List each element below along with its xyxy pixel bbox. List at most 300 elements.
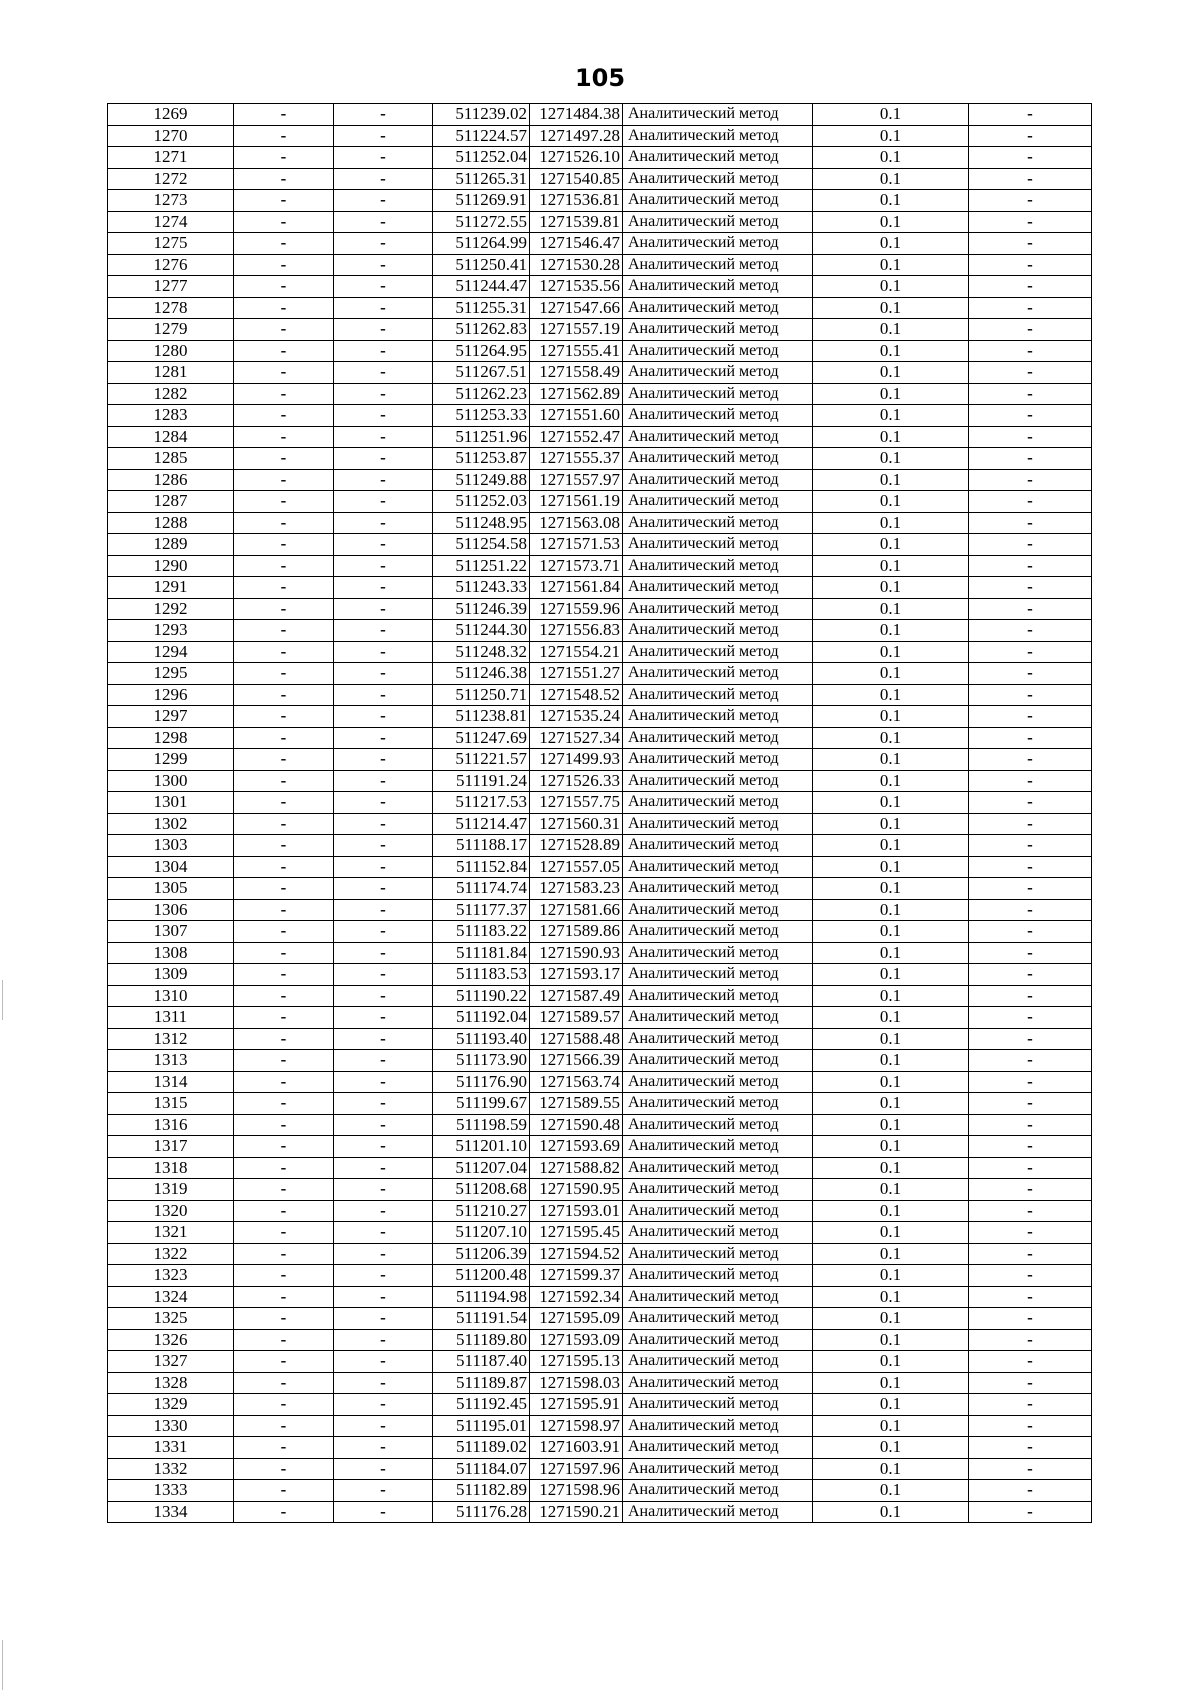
y-coordinate-cell: 1271593.01 — [530, 1200, 623, 1222]
method-cell: Аналитический метод — [623, 577, 813, 599]
col-dash-1-cell: - — [234, 1372, 334, 1394]
table-row — [108, 319, 1092, 341]
point-number-cell: 1280 — [108, 340, 234, 362]
accuracy-cell: 0.1 — [813, 641, 969, 663]
method-cell: Аналитический метод — [623, 1157, 813, 1179]
x-coordinate-cell: 511189.87 — [433, 1372, 530, 1394]
y-coordinate-cell: 1271590.48 — [530, 1114, 623, 1136]
col-dash-3-cell: - — [969, 104, 1092, 126]
y-coordinate-cell: 1271546.47 — [530, 233, 623, 255]
point-number-cell: 1306 — [108, 899, 234, 921]
method-cell: Аналитический метод — [623, 727, 813, 749]
x-coordinate-cell: 511251.96 — [433, 426, 530, 448]
method-cell: Аналитический метод — [623, 147, 813, 169]
accuracy-cell: 0.1 — [813, 319, 969, 341]
col-dash-2-cell: - — [334, 233, 433, 255]
y-coordinate-cell: 1271589.55 — [530, 1093, 623, 1115]
col-dash-1-cell: - — [234, 168, 334, 190]
point-number-cell: 1271 — [108, 147, 234, 169]
x-coordinate-cell: 511192.04 — [433, 1007, 530, 1029]
x-coordinate-cell: 511269.91 — [433, 190, 530, 212]
col-dash-2-cell: - — [334, 383, 433, 405]
table-row — [108, 297, 1092, 319]
col-dash-2-cell: - — [334, 878, 433, 900]
table-row — [108, 856, 1092, 878]
accuracy-cell: 0.1 — [813, 878, 969, 900]
table-row — [108, 1265, 1092, 1287]
table-row — [108, 1308, 1092, 1330]
y-coordinate-cell: 1271499.93 — [530, 749, 623, 771]
col-dash-3-cell: - — [969, 1114, 1092, 1136]
point-number-cell: 1333 — [108, 1480, 234, 1502]
method-cell: Аналитический метод — [623, 211, 813, 233]
col-dash-2-cell: - — [334, 276, 433, 298]
point-number-cell: 1275 — [108, 233, 234, 255]
x-coordinate-cell: 511265.31 — [433, 168, 530, 190]
col-dash-1-cell: - — [234, 448, 334, 470]
table-row — [108, 1071, 1092, 1093]
col-dash-2-cell: - — [334, 770, 433, 792]
col-dash-3-cell: - — [969, 211, 1092, 233]
point-number-cell: 1326 — [108, 1329, 234, 1351]
accuracy-cell: 0.1 — [813, 1286, 969, 1308]
col-dash-1-cell: - — [234, 254, 334, 276]
point-number-cell: 1304 — [108, 856, 234, 878]
accuracy-cell: 0.1 — [813, 1394, 969, 1416]
point-number-cell: 1290 — [108, 555, 234, 577]
method-cell: Аналитический метод — [623, 641, 813, 663]
accuracy-cell: 0.1 — [813, 598, 969, 620]
y-coordinate-cell: 1271595.45 — [530, 1222, 623, 1244]
point-number-cell: 1279 — [108, 319, 234, 341]
method-cell: Аналитический метод — [623, 1415, 813, 1437]
point-number-cell: 1269 — [108, 104, 234, 126]
point-number-cell: 1316 — [108, 1114, 234, 1136]
col-dash-2-cell: - — [334, 340, 433, 362]
table-row — [108, 426, 1092, 448]
col-dash-3-cell: - — [969, 856, 1092, 878]
table-row — [108, 1007, 1092, 1029]
accuracy-cell: 0.1 — [813, 1415, 969, 1437]
method-cell: Аналитический метод — [623, 383, 813, 405]
accuracy-cell: 0.1 — [813, 1372, 969, 1394]
col-dash-3-cell: - — [969, 555, 1092, 577]
point-number-cell: 1283 — [108, 405, 234, 427]
col-dash-2-cell: - — [334, 1437, 433, 1459]
col-dash-3-cell: - — [969, 125, 1092, 147]
y-coordinate-cell: 1271526.10 — [530, 147, 623, 169]
x-coordinate-cell: 511250.71 — [433, 684, 530, 706]
method-cell: Аналитический метод — [623, 1200, 813, 1222]
col-dash-1-cell: - — [234, 1265, 334, 1287]
method-cell: Аналитический метод — [623, 319, 813, 341]
accuracy-cell: 0.1 — [813, 1050, 969, 1072]
col-dash-1-cell: - — [234, 749, 334, 771]
point-number-cell: 1323 — [108, 1265, 234, 1287]
col-dash-2-cell: - — [334, 1071, 433, 1093]
accuracy-cell: 0.1 — [813, 813, 969, 835]
col-dash-1-cell: - — [234, 813, 334, 835]
accuracy-cell: 0.1 — [813, 985, 969, 1007]
col-dash-3-cell: - — [969, 491, 1092, 513]
table-row — [108, 749, 1092, 771]
scan-margin-mark — [2, 980, 3, 1020]
y-coordinate-cell: 1271595.91 — [530, 1394, 623, 1416]
method-cell: Аналитический метод — [623, 254, 813, 276]
point-number-cell: 1274 — [108, 211, 234, 233]
method-cell: Аналитический метод — [623, 1071, 813, 1093]
col-dash-1-cell: - — [234, 1437, 334, 1459]
accuracy-cell: 0.1 — [813, 770, 969, 792]
col-dash-1-cell: - — [234, 792, 334, 814]
col-dash-3-cell: - — [969, 254, 1092, 276]
col-dash-3-cell: - — [969, 426, 1092, 448]
point-number-cell: 1302 — [108, 813, 234, 835]
point-number-cell: 1288 — [108, 512, 234, 534]
col-dash-3-cell: - — [969, 1308, 1092, 1330]
y-coordinate-cell: 1271557.97 — [530, 469, 623, 491]
col-dash-3-cell: - — [969, 1372, 1092, 1394]
method-cell: Аналитический метод — [623, 1265, 813, 1287]
col-dash-2-cell: - — [334, 1394, 433, 1416]
col-dash-1-cell: - — [234, 1200, 334, 1222]
x-coordinate-cell: 511254.58 — [433, 534, 530, 556]
col-dash-2-cell: - — [334, 211, 433, 233]
point-number-cell: 1321 — [108, 1222, 234, 1244]
col-dash-1-cell: - — [234, 1415, 334, 1437]
col-dash-2-cell: - — [334, 985, 433, 1007]
col-dash-2-cell: - — [334, 426, 433, 448]
table-row — [108, 1458, 1092, 1480]
point-number-cell: 1325 — [108, 1308, 234, 1330]
x-coordinate-cell: 511183.53 — [433, 964, 530, 986]
col-dash-3-cell: - — [969, 878, 1092, 900]
table-row — [108, 147, 1092, 169]
table-row — [108, 233, 1092, 255]
y-coordinate-cell: 1271535.24 — [530, 706, 623, 728]
col-dash-2-cell: - — [334, 620, 433, 642]
col-dash-2-cell: - — [334, 1501, 433, 1523]
y-coordinate-cell: 1271595.13 — [530, 1351, 623, 1373]
y-coordinate-cell: 1271535.56 — [530, 276, 623, 298]
col-dash-1-cell: - — [234, 147, 334, 169]
col-dash-1-cell: - — [234, 598, 334, 620]
accuracy-cell: 0.1 — [813, 577, 969, 599]
col-dash-3-cell: - — [969, 1093, 1092, 1115]
method-cell: Аналитический метод — [623, 663, 813, 685]
col-dash-2-cell: - — [334, 1308, 433, 1330]
accuracy-cell: 0.1 — [813, 1136, 969, 1158]
col-dash-1-cell: - — [234, 1394, 334, 1416]
accuracy-cell: 0.1 — [813, 147, 969, 169]
method-cell: Аналитический метод — [623, 125, 813, 147]
table-row — [108, 276, 1092, 298]
coordinates-table — [107, 103, 1092, 1523]
x-coordinate-cell: 511207.10 — [433, 1222, 530, 1244]
table-row — [108, 469, 1092, 491]
point-number-cell: 1272 — [108, 168, 234, 190]
col-dash-1-cell: - — [234, 190, 334, 212]
accuracy-cell: 0.1 — [813, 1351, 969, 1373]
col-dash-1-cell: - — [234, 663, 334, 685]
method-cell: Аналитический метод — [623, 1437, 813, 1459]
x-coordinate-cell: 511224.57 — [433, 125, 530, 147]
method-cell: Аналитический метод — [623, 792, 813, 814]
col-dash-1-cell: - — [234, 512, 334, 534]
table-row — [108, 792, 1092, 814]
accuracy-cell: 0.1 — [813, 1179, 969, 1201]
y-coordinate-cell: 1271590.93 — [530, 942, 623, 964]
accuracy-cell: 0.1 — [813, 104, 969, 126]
y-coordinate-cell: 1271598.03 — [530, 1372, 623, 1394]
x-coordinate-cell: 511199.67 — [433, 1093, 530, 1115]
col-dash-3-cell: - — [969, 1501, 1092, 1523]
x-coordinate-cell: 511247.69 — [433, 727, 530, 749]
col-dash-3-cell: - — [969, 1437, 1092, 1459]
accuracy-cell: 0.1 — [813, 276, 969, 298]
point-number-cell: 1273 — [108, 190, 234, 212]
table-row — [108, 684, 1092, 706]
col-dash-3-cell: - — [969, 1028, 1092, 1050]
col-dash-1-cell: - — [234, 340, 334, 362]
accuracy-cell: 0.1 — [813, 749, 969, 771]
x-coordinate-cell: 511189.02 — [433, 1437, 530, 1459]
table-row — [108, 168, 1092, 190]
col-dash-3-cell: - — [969, 405, 1092, 427]
col-dash-2-cell: - — [334, 1458, 433, 1480]
y-coordinate-cell: 1271555.41 — [530, 340, 623, 362]
col-dash-1-cell: - — [234, 770, 334, 792]
x-coordinate-cell: 511182.89 — [433, 1480, 530, 1502]
col-dash-2-cell: - — [334, 362, 433, 384]
x-coordinate-cell: 511190.22 — [433, 985, 530, 1007]
y-coordinate-cell: 1271551.27 — [530, 663, 623, 685]
col-dash-1-cell: - — [234, 319, 334, 341]
col-dash-3-cell: - — [969, 1157, 1092, 1179]
col-dash-3-cell: - — [969, 319, 1092, 341]
col-dash-3-cell: - — [969, 813, 1092, 835]
col-dash-1-cell: - — [234, 1114, 334, 1136]
point-number-cell: 1300 — [108, 770, 234, 792]
method-cell: Аналитический метод — [623, 1372, 813, 1394]
col-dash-1-cell: - — [234, 297, 334, 319]
y-coordinate-cell: 1271484.38 — [530, 104, 623, 126]
point-number-cell: 1319 — [108, 1179, 234, 1201]
accuracy-cell: 0.1 — [813, 383, 969, 405]
table-row — [108, 878, 1092, 900]
y-coordinate-cell: 1271592.34 — [530, 1286, 623, 1308]
accuracy-cell: 0.1 — [813, 362, 969, 384]
col-dash-1-cell: - — [234, 577, 334, 599]
table-row — [108, 620, 1092, 642]
col-dash-2-cell: - — [334, 1050, 433, 1072]
col-dash-1-cell: - — [234, 921, 334, 943]
col-dash-3-cell: - — [969, 1480, 1092, 1502]
accuracy-cell: 0.1 — [813, 1028, 969, 1050]
y-coordinate-cell: 1271603.91 — [530, 1437, 623, 1459]
point-number-cell: 1299 — [108, 749, 234, 771]
col-dash-2-cell: - — [334, 1028, 433, 1050]
y-coordinate-cell: 1271599.37 — [530, 1265, 623, 1287]
table-row — [108, 1372, 1092, 1394]
accuracy-cell: 0.1 — [813, 233, 969, 255]
x-coordinate-cell: 511252.03 — [433, 491, 530, 513]
method-cell: Аналитический метод — [623, 1243, 813, 1265]
point-number-cell: 1330 — [108, 1415, 234, 1437]
x-coordinate-cell: 511238.81 — [433, 706, 530, 728]
x-coordinate-cell: 511214.47 — [433, 813, 530, 835]
col-dash-3-cell: - — [969, 964, 1092, 986]
accuracy-cell: 0.1 — [813, 856, 969, 878]
method-cell: Аналитический метод — [623, 835, 813, 857]
y-coordinate-cell: 1271593.09 — [530, 1329, 623, 1351]
x-coordinate-cell: 511184.07 — [433, 1458, 530, 1480]
accuracy-cell: 0.1 — [813, 512, 969, 534]
table-row — [108, 835, 1092, 857]
method-cell: Аналитический метод — [623, 1501, 813, 1523]
y-coordinate-cell: 1271573.71 — [530, 555, 623, 577]
col-dash-2-cell: - — [334, 899, 433, 921]
method-cell: Аналитический метод — [623, 749, 813, 771]
point-number-cell: 1327 — [108, 1351, 234, 1373]
table-row — [108, 1501, 1092, 1523]
table-row — [108, 362, 1092, 384]
y-coordinate-cell: 1271597.96 — [530, 1458, 623, 1480]
col-dash-1-cell: - — [234, 1308, 334, 1330]
point-number-cell: 1308 — [108, 942, 234, 964]
x-coordinate-cell: 511250.41 — [433, 254, 530, 276]
col-dash-2-cell: - — [334, 792, 433, 814]
col-dash-1-cell: - — [234, 684, 334, 706]
table-row — [108, 706, 1092, 728]
col-dash-1-cell: - — [234, 899, 334, 921]
accuracy-cell: 0.1 — [813, 942, 969, 964]
table-row — [108, 491, 1092, 513]
table-row — [108, 405, 1092, 427]
x-coordinate-cell: 511191.54 — [433, 1308, 530, 1330]
method-cell: Аналитический метод — [623, 1394, 813, 1416]
accuracy-cell: 0.1 — [813, 1265, 969, 1287]
x-coordinate-cell: 511264.95 — [433, 340, 530, 362]
col-dash-3-cell: - — [969, 512, 1092, 534]
col-dash-3-cell: - — [969, 684, 1092, 706]
col-dash-3-cell: - — [969, 663, 1092, 685]
point-number-cell: 1298 — [108, 727, 234, 749]
y-coordinate-cell: 1271588.82 — [530, 1157, 623, 1179]
y-coordinate-cell: 1271561.84 — [530, 577, 623, 599]
col-dash-1-cell: - — [234, 942, 334, 964]
method-cell: Аналитический метод — [623, 1308, 813, 1330]
col-dash-3-cell: - — [969, 942, 1092, 964]
col-dash-3-cell: - — [969, 168, 1092, 190]
y-coordinate-cell: 1271571.53 — [530, 534, 623, 556]
table-row — [108, 1028, 1092, 1050]
col-dash-1-cell: - — [234, 1093, 334, 1115]
point-number-cell: 1312 — [108, 1028, 234, 1050]
y-coordinate-cell: 1271562.89 — [530, 383, 623, 405]
y-coordinate-cell: 1271552.47 — [530, 426, 623, 448]
table-row — [108, 598, 1092, 620]
table-body — [108, 104, 1092, 1523]
method-cell: Аналитический метод — [623, 985, 813, 1007]
table-row — [108, 1480, 1092, 1502]
method-cell: Аналитический метод — [623, 1179, 813, 1201]
point-number-cell: 1291 — [108, 577, 234, 599]
x-coordinate-cell: 511253.87 — [433, 448, 530, 470]
col-dash-3-cell: - — [969, 276, 1092, 298]
x-coordinate-cell: 511221.57 — [433, 749, 530, 771]
accuracy-cell: 0.1 — [813, 727, 969, 749]
col-dash-1-cell: - — [234, 1071, 334, 1093]
point-number-cell: 1324 — [108, 1286, 234, 1308]
method-cell: Аналитический метод — [623, 104, 813, 126]
point-number-cell: 1296 — [108, 684, 234, 706]
table-row — [108, 641, 1092, 663]
col-dash-2-cell: - — [334, 1222, 433, 1244]
point-number-cell: 1317 — [108, 1136, 234, 1158]
accuracy-cell: 0.1 — [813, 1007, 969, 1029]
y-coordinate-cell: 1271548.52 — [530, 684, 623, 706]
col-dash-3-cell: - — [969, 1200, 1092, 1222]
col-dash-1-cell: - — [234, 1286, 334, 1308]
col-dash-1-cell: - — [234, 276, 334, 298]
col-dash-2-cell: - — [334, 1480, 433, 1502]
x-coordinate-cell: 511201.10 — [433, 1136, 530, 1158]
method-cell: Аналитический метод — [623, 426, 813, 448]
y-coordinate-cell: 1271590.95 — [530, 1179, 623, 1201]
point-number-cell: 1277 — [108, 276, 234, 298]
x-coordinate-cell: 511195.01 — [433, 1415, 530, 1437]
y-coordinate-cell: 1271540.85 — [530, 168, 623, 190]
accuracy-cell: 0.1 — [813, 190, 969, 212]
method-cell: Аналитический метод — [623, 340, 813, 362]
col-dash-1-cell: - — [234, 856, 334, 878]
col-dash-2-cell: - — [334, 405, 433, 427]
col-dash-2-cell: - — [334, 1179, 433, 1201]
x-coordinate-cell: 511217.53 — [433, 792, 530, 814]
col-dash-1-cell: - — [234, 1157, 334, 1179]
point-number-cell: 1287 — [108, 491, 234, 513]
col-dash-2-cell: - — [334, 1286, 433, 1308]
col-dash-2-cell: - — [334, 1114, 433, 1136]
accuracy-cell: 0.1 — [813, 1114, 969, 1136]
y-coordinate-cell: 1271566.39 — [530, 1050, 623, 1072]
table-row — [108, 1329, 1092, 1351]
accuracy-cell: 0.1 — [813, 1071, 969, 1093]
col-dash-3-cell: - — [969, 899, 1092, 921]
y-coordinate-cell: 1271547.66 — [530, 297, 623, 319]
col-dash-3-cell: - — [969, 1286, 1092, 1308]
y-coordinate-cell: 1271536.81 — [530, 190, 623, 212]
method-cell: Аналитический метод — [623, 856, 813, 878]
col-dash-1-cell: - — [234, 985, 334, 1007]
accuracy-cell: 0.1 — [813, 1480, 969, 1502]
col-dash-1-cell: - — [234, 1329, 334, 1351]
col-dash-1-cell: - — [234, 426, 334, 448]
method-cell: Аналитический метод — [623, 899, 813, 921]
accuracy-cell: 0.1 — [813, 426, 969, 448]
x-coordinate-cell: 511198.59 — [433, 1114, 530, 1136]
point-number-cell: 1303 — [108, 835, 234, 857]
y-coordinate-cell: 1271557.75 — [530, 792, 623, 814]
method-cell: Аналитический метод — [623, 1093, 813, 1115]
col-dash-3-cell: - — [969, 641, 1092, 663]
page-number: 105 — [574, 64, 626, 92]
col-dash-1-cell: - — [234, 835, 334, 857]
method-cell: Аналитический метод — [623, 1329, 813, 1351]
col-dash-3-cell: - — [969, 190, 1092, 212]
point-number-cell: 1286 — [108, 469, 234, 491]
